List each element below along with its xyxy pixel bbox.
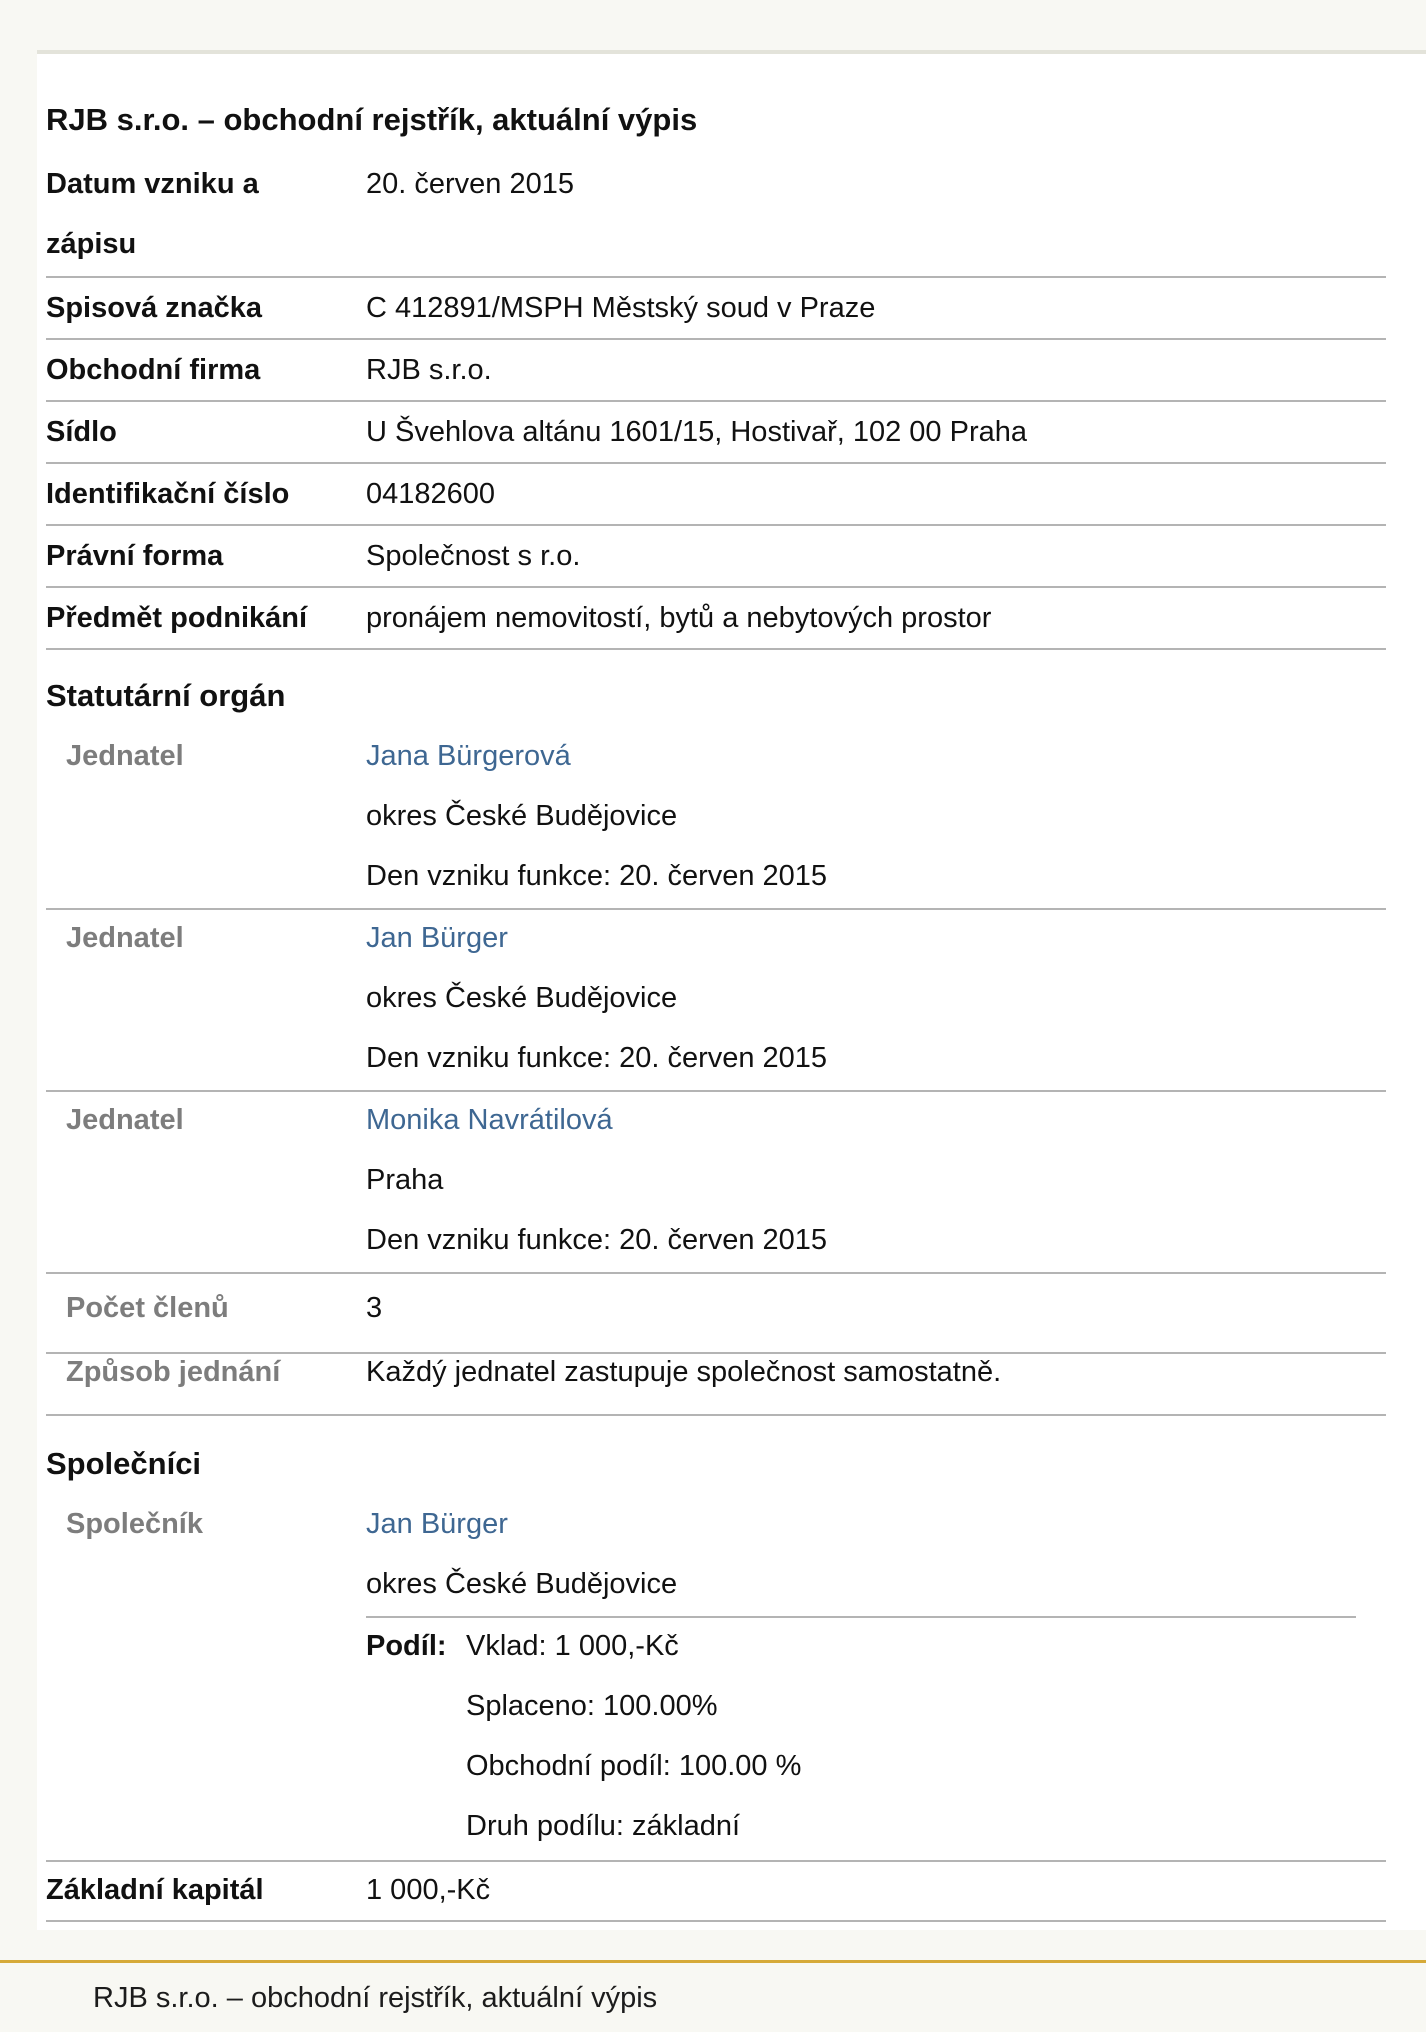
ic-label: Identifikační číslo	[46, 478, 290, 510]
jednatel-since: Den vzniku funkce: 20. červen 2015	[366, 860, 828, 892]
firma-value: RJB s.r.o.	[366, 354, 492, 386]
obchodni-podil-value: Obchodní podíl: 100.00 %	[466, 1750, 802, 1782]
pocet-label: Počet členů	[66, 1292, 229, 1324]
divider	[46, 648, 1386, 650]
jednatel-role: Jednatel	[66, 922, 184, 954]
predmet-label: Předmět podnikání	[46, 602, 308, 634]
spolecnik-role: Společník	[66, 1508, 203, 1540]
divider	[46, 908, 1386, 910]
jednatel-name-link[interactable]: Jan Bürger	[366, 922, 508, 954]
divider	[46, 524, 1386, 526]
divider	[46, 276, 1386, 278]
divider	[46, 338, 1386, 340]
statutarni-heading: Statutární orgán	[46, 678, 286, 713]
divider	[46, 586, 1386, 588]
jednatel-since: Den vzniku funkce: 20. červen 2015	[366, 1224, 828, 1256]
datum-label-line1: Datum vzniku a	[46, 168, 259, 200]
spolecnik-place: okres České Budějovice	[366, 1568, 678, 1600]
forma-value: Společnost s r.o.	[366, 540, 581, 572]
datum-value: 20. červen 2015	[366, 168, 574, 200]
datum-label-line2: zápisu	[46, 228, 137, 260]
divider	[46, 400, 1386, 402]
zpusob-label: Způsob jednání	[66, 1356, 281, 1388]
page-title: RJB s.r.o. – obchodní rejstřík, aktuální výpis	[46, 102, 698, 137]
podil-label: Podíl:	[366, 1630, 447, 1662]
sidlo-value: U Švehlova altánu 1601/15, Hostivař, 102 00 Praha	[366, 416, 1027, 448]
jednatel-name-link[interactable]: Jana Bürgerová	[366, 740, 571, 772]
spisova-value: C 412891/MSPH Městský soud v Praze	[366, 292, 876, 324]
divider	[46, 1860, 1386, 1862]
predmet-value: pronájem nemovitostí, bytů a nebytových prostor	[366, 602, 992, 634]
kapital-value: 1 000,-Kč	[366, 1874, 491, 1906]
divider	[46, 1090, 1386, 1092]
jednatel-place: okres České Budějovice	[366, 982, 678, 1014]
spolecnik-name-link[interactable]: Jan Bürger	[366, 1508, 508, 1540]
forma-label: Právní forma	[46, 540, 224, 572]
firma-label: Obchodní firma	[46, 354, 261, 386]
vklad-value: Vklad: 1 000,-Kč	[466, 1630, 679, 1662]
divider	[46, 1414, 1386, 1416]
ic-value: 04182600	[366, 478, 496, 510]
spisova-label: Spisová značka	[46, 292, 262, 324]
splaceno-value: Splaceno: 100.00%	[466, 1690, 718, 1722]
divider	[46, 462, 1386, 464]
spolecnici-heading: Společníci	[46, 1446, 202, 1481]
register-card	[37, 50, 1426, 1930]
jednatel-place: Praha	[366, 1164, 444, 1196]
sidlo-label: Sídlo	[46, 416, 117, 448]
jednatel-since: Den vzniku funkce: 20. červen 2015	[366, 1042, 828, 1074]
footer-divider	[0, 1960, 1426, 1963]
kapital-label: Základní kapitál	[46, 1874, 264, 1906]
jednatel-name-link[interactable]: Monika Navrátilová	[366, 1104, 613, 1136]
jednatel-role: Jednatel	[66, 740, 184, 772]
zpusob-value: Každý jednatel zastupuje společnost samostatně.	[366, 1356, 1002, 1388]
jednatel-role: Jednatel	[66, 1104, 184, 1136]
divider	[46, 1272, 1386, 1274]
footer-caption: RJB s.r.o. – obchodní rejstřík, aktuální výpis	[93, 1982, 658, 2014]
pocet-value: 3	[366, 1292, 383, 1324]
divider	[46, 1920, 1386, 1922]
divider	[366, 1616, 1356, 1618]
jednatel-place: okres České Budějovice	[366, 800, 678, 832]
druh-podilu-value: Druh podílu: základní	[466, 1810, 741, 1842]
